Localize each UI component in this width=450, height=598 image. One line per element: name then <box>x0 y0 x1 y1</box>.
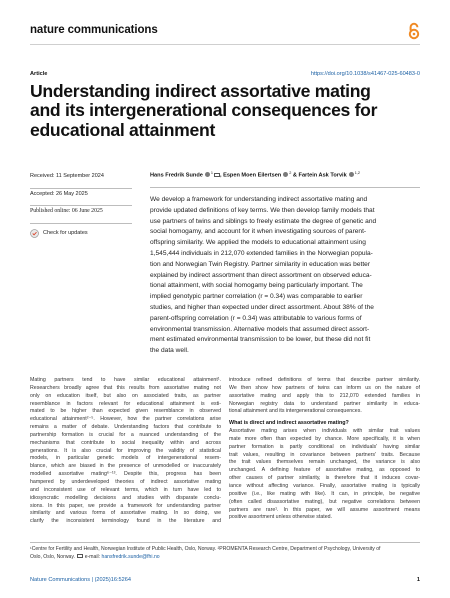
orcid-icon[interactable] <box>205 172 210 177</box>
abstract-line: the data well. <box>150 347 189 355</box>
title-line: educational attainment <box>30 119 216 140</box>
body-line: and inconsistent use of relevant terms, which in turn have led to <box>30 486 221 493</box>
article-type: Article <box>30 71 48 77</box>
body-line: Mating partners tend to have similar educational attainment¹. <box>30 377 221 383</box>
abstract-line: social homogamy, and account for it when investigating sources of parent- <box>150 228 367 236</box>
title-line: Understanding indirect assortative mating <box>30 81 371 101</box>
body-line: positive (i.e., like mating with like). It can, in principle, be negative <box>229 490 420 497</box>
body-line: tional attainment and its intergenerational consequences. <box>229 408 362 415</box>
body-line: idiosyncratic modelling decisions and studies with disparate conclu- <box>30 494 221 501</box>
abstract-line: environmental transmission. Alternative models that assumed direct assort- <box>150 325 370 333</box>
body-line: Assortative mating arises when individuals with similar trait values <box>229 428 420 435</box>
abstract-line: parent-offspring correlation (r = 0.34) was attributable to various forms of <box>150 314 362 322</box>
footnote-rule <box>30 542 420 543</box>
author-affiliation: 1,2 <box>354 171 360 175</box>
body-line: introduce refined definitions of terms that describe partner similarity. <box>229 377 420 383</box>
open-access-icon <box>408 22 420 40</box>
body-line: blance, which are biased in the presence of unmodelled or inaccurately <box>30 463 221 470</box>
received-date: Received: 11 September 2024 <box>30 171 132 189</box>
body-line: models, in particular genetic models of intergenerational resem- <box>30 455 221 462</box>
email-label: e-mail: <box>84 553 101 560</box>
body-line: trait values, resulting in covariance between partners' traits. Because <box>229 451 420 458</box>
doi-link[interactable]: https://doi.org/10.1038/s41467-025-60483-0 <box>310 71 420 77</box>
body-line: only on education itself, but also on associated traits, as partner <box>30 392 221 399</box>
abstract-line: tional attainment, with social homogamy being particularly important. The <box>150 282 363 290</box>
check-updates-icon <box>30 229 39 238</box>
body-line: other causes of partner similarity, is therefore that it induces covar- <box>229 475 420 482</box>
orcid-icon[interactable] <box>349 172 354 177</box>
published-date: Published online: 06 June 2025 <box>30 206 132 224</box>
body-line: similarity and various forms of assortative mating. In so doing, we <box>30 510 221 517</box>
body-line: remains a matter of debate. Understanding factors that contribute to <box>30 424 221 431</box>
author-name[interactable]: Fartein Ask Torvik <box>298 172 347 179</box>
body-column-left <box>30 377 221 526</box>
body-line: mechanisms that contribute to social inequality within and across <box>30 439 221 446</box>
body-column-right <box>229 377 420 522</box>
abstract-line: use partners of twins and siblings to freely estimate the degree of genetic and <box>150 217 377 225</box>
author-separator: , <box>219 172 222 179</box>
header-rule <box>30 44 420 45</box>
title-line: and its intergenerational consequences for <box>30 100 378 121</box>
body-line: the trait values themselves remain unchanged, the variance is also <box>229 459 420 466</box>
body-line: positive assortment unless otherwise stated. <box>229 514 333 521</box>
body-line: clarify the inconsistent terminology found in the literature and <box>30 518 221 525</box>
body-line: modelled assortative mating⁶⁻¹³. Despite this, progress has been <box>30 471 221 478</box>
journal-header <box>30 24 420 46</box>
body-line: sions. In this paper, we provide a framework for understanding partner <box>30 502 221 509</box>
body-line: partner formation is partly conditional on individuals' having similar <box>229 443 420 450</box>
meta-row <box>30 71 420 77</box>
affiliations <box>30 546 420 561</box>
author-affiliation: 1 <box>210 171 213 175</box>
abstract-line: implied genotypic partner correlation (r = 0.34) was comparable to earlier <box>150 293 363 301</box>
body-line: Researchers broadly agree that this results from assortative mating not <box>30 384 221 391</box>
affiliation-city: Oslo, Oslo, Norway. <box>30 553 75 560</box>
journal-name: nature communications <box>30 24 158 36</box>
abstract-line: explained by indirect assortment than direct assortment on observed educa- <box>150 271 372 279</box>
author-name[interactable]: Hans Fredrik Sunde <box>150 172 203 179</box>
footer-citation[interactable]: Nature Communications | (2025)16:5264 <box>30 577 131 583</box>
affiliation-line: ¹Centre for Fertility and Health, Norwegian Institute of Public Health, Oslo, Norway. ²PROMENTA Research Centre, Department of Psychology, University of <box>30 546 381 552</box>
affiliation-line <box>30 554 420 562</box>
body-line: Norwegian registry data to understand partner similarity in educa- <box>229 400 420 407</box>
body-line: mate more often than expected by chance. More specifically, it is when <box>229 435 420 442</box>
body-line: partnership formation is crucial for a nuanced understanding of the <box>30 431 221 438</box>
body-line: hampered by underdeveloped theories of indirect assortative mating <box>30 478 221 485</box>
body-line: unchanged. A defining feature of assortative mating, as opposed to <box>229 467 420 474</box>
author-affiliation: 2 <box>289 171 292 175</box>
body-line: assortative mating and apply this to 212,070 extended families in <box>229 392 420 399</box>
abstract-line: ment estimated environmental transmission to be lower, but these did not fit <box>150 336 371 344</box>
orcid-icon[interactable] <box>283 172 288 177</box>
article-title <box>30 82 420 140</box>
author-name[interactable]: Espen Moen Eilertsen <box>223 172 282 179</box>
body-line: generations. It is also crucial for improving the validity of statistical <box>30 447 221 454</box>
abstract-line: 1,545,444 individuals in 212,070 extended families in the Norwegian popula- <box>150 249 373 257</box>
abstract-line: provide updated definitions of key terms. We then develop family models that <box>150 206 375 214</box>
abstract-line: offspring similarity. We applied the models to educational attainment using <box>150 239 366 247</box>
accepted-date: Accepted: 26 May 2025 <box>30 189 132 207</box>
author-list <box>150 171 420 179</box>
body-line: educational attainment²⁻⁵. However, how the partner correlations arise <box>30 416 221 423</box>
author-conjunction: & <box>292 172 297 179</box>
page-footer <box>30 577 420 583</box>
authors-rule <box>150 187 420 188</box>
body-line: (often called disassortative mating), but negative correlations between <box>229 498 420 505</box>
section-heading: What is direct and indirect assortative mating? <box>229 420 349 427</box>
page-number: 1 <box>416 577 420 583</box>
body-line: mated to be higher than expected given resemblance in observed <box>30 408 221 415</box>
body-line: partners are rare¹. In this paper, we will assume assortment means <box>229 506 420 513</box>
abstract-line: We develop a framework for understanding indirect assortative mating and <box>150 196 368 203</box>
body-line: We then show how partners of twins can inform us on the nature of <box>229 384 420 391</box>
email-icon <box>77 554 83 558</box>
publication-dates <box>30 171 132 238</box>
abstract <box>150 195 420 357</box>
abstract-line: studies, and higher than expected under direct assortment. About 38% of the <box>150 303 374 311</box>
body-line: resemblance in factors relevant for educational attainment is esti- <box>30 400 221 407</box>
body-line: iance without affecting variance. Finally, assortative mating is typically <box>229 482 420 489</box>
email-link[interactable]: hansfredrik.sunde@fhi.no <box>101 553 160 560</box>
check-updates-label: Check for updates <box>43 230 88 236</box>
abstract-line: tion and Norwegian Twin Registry. Partner similarity in education was better <box>150 260 371 268</box>
check-updates-button[interactable] <box>30 224 132 238</box>
